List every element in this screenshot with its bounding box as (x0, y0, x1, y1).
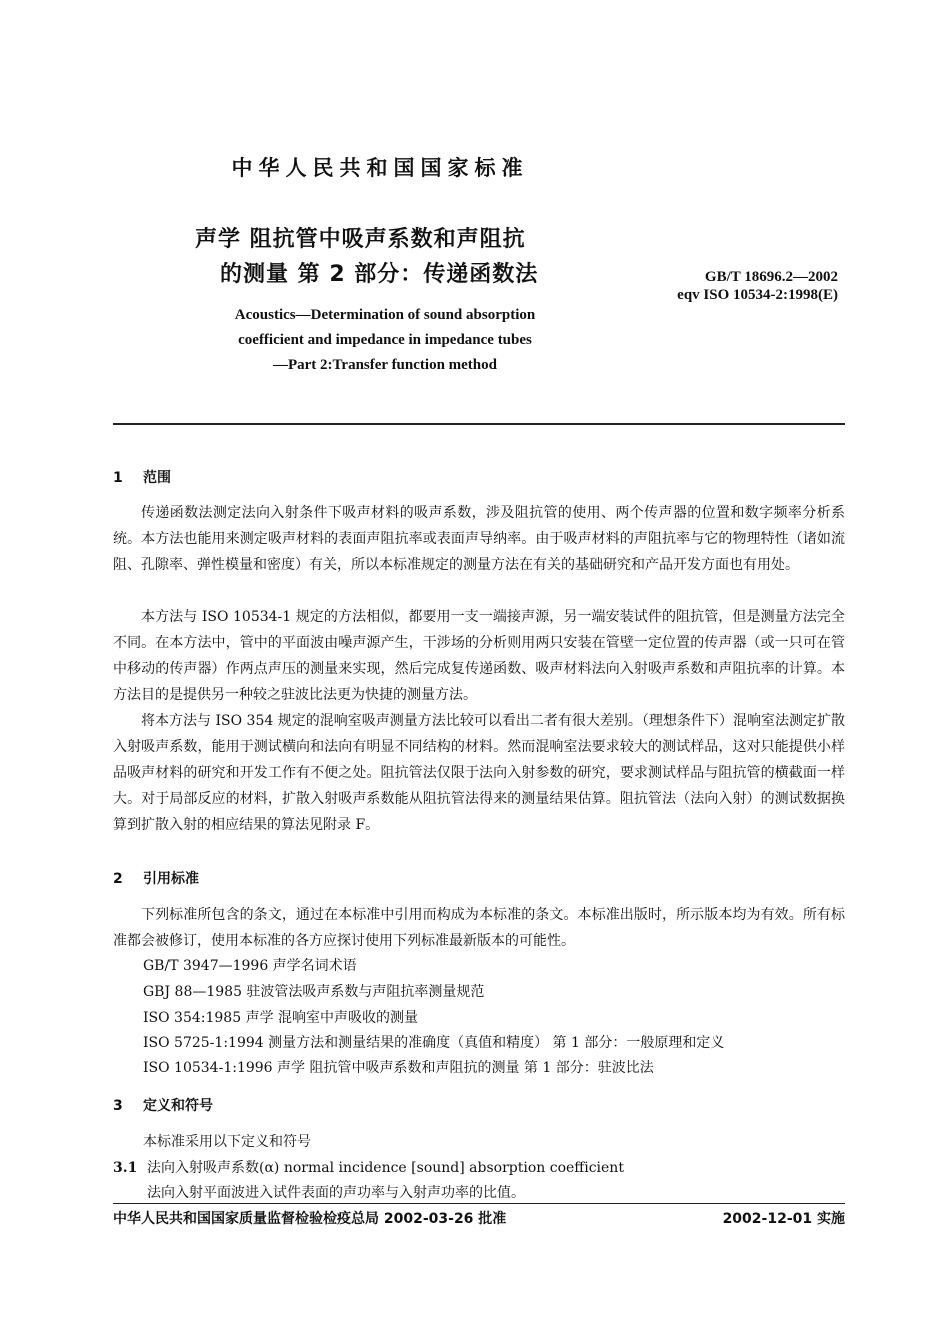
section-2-heading (113, 868, 199, 888)
title-english-line3: —Part 2:Transfer function method (272, 357, 497, 373)
definition-description: 法向入射平面波进入试件表面的声功率与入射声功率的比值。 (147, 1185, 525, 1201)
national-standard-heading: 中华人民共和国国家标准 (231, 156, 529, 180)
reference-item: GBJ 88—1985 驻波管法吸声系数与声阻抗率测量规范 (143, 984, 485, 1000)
section-title: 范围 (143, 470, 171, 486)
section-1-paragraph-3: 将本方法与 ISO 354 规定的混响室吸声测量方法比较可以看出二者有很大差别。（理想条件下）混响室法测定扩散入射吸声系数，能用于测试横向和法向有明显不同结构的材料。然而混响室法要求较大的测试样品，这对只能提供小样品吸声材料的研究和开发工作有不便之处。阻抗管法仅限于法向入射参数的研究，要求测试样品与阻抗管的横截面一样大。对于局部反应的材料，扩散入射吸声系数能从阻抗管法得来的测量结果估算。阻抗管法（法向入射）的测试数据换算到扩散入射的相应结果的算法见附录 F。 (113, 713, 845, 833)
definition-number: 3.1 (113, 1160, 138, 1176)
definition-3-1 (113, 1157, 624, 1177)
title-chinese-line2: 的测量 第 2 部分：传递函数法 (220, 262, 539, 287)
section-title: 引用标准 (143, 871, 199, 887)
issue-approval: 中华人民共和国国家质量监督检验检疫总局 2002-03-26 批准 (113, 1211, 507, 1227)
section-1-heading (113, 467, 171, 487)
section-title: 定义和符号 (143, 1098, 213, 1114)
section-number: 2 (113, 871, 123, 887)
section-3-heading (113, 1095, 213, 1115)
title-chinese-line1: 声学 阻抗管中吸声系数和声阻抗 (195, 227, 526, 252)
equivalent-iso-code: eqv ISO 10534-2:1998(E) (677, 287, 838, 303)
effective-date: 2002-12-01 实施 (722, 1211, 845, 1227)
title-english-line2: coefficient and impedance in impedance tubes (238, 332, 532, 348)
footer-divider (113, 1203, 845, 1204)
section-3-intro: 本标准采用以下定义和符号 (143, 1134, 311, 1150)
title-english-line1: Acoustics—Determination of sound absorption (234, 307, 536, 323)
section-1-paragraph-1: 传递函数法测定法向入射条件下吸声材料的吸声系数，涉及阻抗管的使用、两个传声器的位置和数字频率分析系统。本方法也能用来测定吸声材料的表面声阻抗率或表面声导纳率。由于吸声材料的声阻抗率与它的物理特性（诸如流阻、孔隙率、弹性模量和密度）有关，所以本标准规定的测量方法在有关的基础研究和产品开发方面也有用处。 (113, 505, 845, 573)
reference-item: ISO 354:1985 声学 混响室中声吸收的测量 (143, 1010, 419, 1026)
section-1-paragraph-2: 本方法与 ISO 10534-1 规定的方法相似，都要用一支一端接声源，另一端安装试件的阻抗管，但是测量方法完全不同。在本方法中，管中的平面波由噪声源产生，干涉场的分析则用两只安装在管壁一定位置的传声器（或一只可在管中移动的传声器）作两点声压的测量来实现，然后完成复传递函数、吸声材料法向入射吸声系数和声阻抗率的计算。本方法目的是提供另一种较之驻波比法更为快捷的测量方法。 (113, 609, 845, 703)
reference-item: ISO 5725-1:1994 测量方法和测量结果的准确度（真值和精度） 第 1 部分：一般原理和定义 (143, 1035, 725, 1051)
section-number: 1 (113, 470, 123, 486)
definition-term: 法向入射吸声系数(α) normal incidence [sound] absorption coefficient (147, 1160, 624, 1176)
standard-code: GB/T 18696.2—2002 (704, 269, 838, 285)
reference-item: GB/T 3947—1996 声学名词术语 (143, 958, 357, 974)
reference-item: ISO 10534-1:1996 声学 阻抗管中吸声系数和声阻抗的测量 第 1 部分：驻波比法 (143, 1060, 654, 1076)
section-number: 3 (113, 1098, 123, 1114)
header-divider (113, 423, 845, 425)
section-2-intro: 下列标准所包含的条文，通过在本标准中引用而构成为本标准的条文。本标准出版时，所示版本均为有效。所有标准都会被修订，使用本标准的各方应探讨使用下列标准最新版本的可能性。 (113, 907, 845, 949)
